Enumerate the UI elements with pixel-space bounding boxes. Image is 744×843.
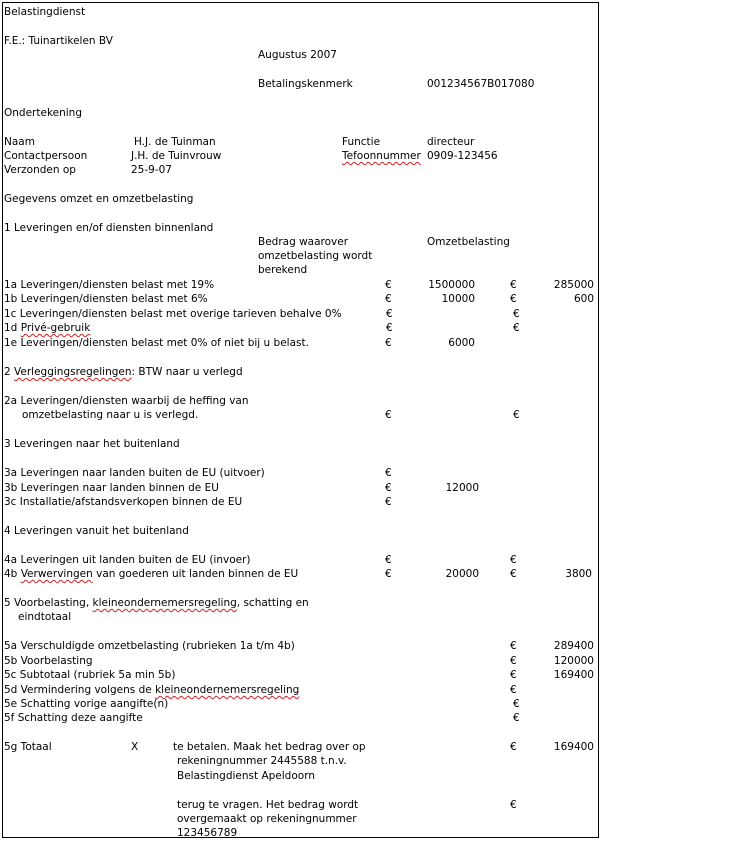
row-5b-label: 5b Voorbelasting [4, 655, 93, 667]
row-5e-label: 5e Schatting vorige aangifte(n) [4, 698, 169, 710]
row-4a-label: 4a Leveringen uit landen buiten de EU (invoer) [4, 554, 251, 566]
row-5g-total: 169400 [553, 741, 594, 753]
euro-sign: € [513, 698, 520, 710]
name-value: H.J. de Tuinman [134, 136, 216, 148]
euro-sign: € [510, 279, 517, 291]
s1-col-tax: Omzetbelasting [427, 236, 510, 248]
refund-text: 123456789 [177, 827, 238, 839]
euro-sign: € [510, 741, 517, 753]
period: Augustus 2007 [258, 49, 337, 61]
contact-label: Contactpersoon [4, 150, 88, 162]
euro-sign: € [513, 712, 520, 724]
euro-sign: € [385, 293, 392, 305]
s5-title: eindtotaal [18, 611, 72, 623]
euro-sign: € [513, 409, 520, 421]
row-1a-amount: 1500000 [428, 279, 475, 291]
section-title: Gegevens omzet en omzetbelasting [4, 193, 194, 205]
row-1e-amount: 6000 [448, 337, 475, 349]
phone-value: 0909-123456 [427, 150, 498, 162]
s1-title: 1 Leveringen en/of diensten binnenland [4, 222, 214, 234]
euro-sign: € [510, 799, 517, 811]
row-4b-tax: 3800 [565, 568, 592, 580]
euro-sign: € [513, 322, 520, 334]
s1-col-amount: omzetbelasting wordt [258, 250, 373, 262]
sent-label: Verzonden op [4, 164, 76, 176]
tax-return-form [2, 2, 599, 838]
euro-sign: € [385, 482, 392, 494]
row-1b-amount: 10000 [441, 293, 475, 305]
payment-reference-value: 001234567B017080 [427, 78, 535, 90]
euro-sign: € [385, 409, 392, 421]
euro-sign: € [513, 308, 520, 320]
euro-sign: € [385, 337, 392, 349]
sent-value: 25-9-07 [131, 164, 172, 176]
row-5b-tax: 120000 [553, 655, 594, 667]
refund-text: overgemaakt op rekeningnummer [177, 813, 357, 825]
euro-sign: € [510, 293, 517, 305]
phone-label: Tefoonnummer [342, 150, 421, 162]
euro-sign: € [510, 640, 517, 652]
fiscal-entity: F.E.: Tuinartikelen BV [4, 35, 113, 47]
row-3a-label: 3a Leveringen naar landen buiten de EU (uitvoer) [4, 467, 265, 479]
row-1e-label: 1e Leveringen/diensten belast met 0% of niet bij u belast. [4, 337, 309, 349]
s1-col-amount: Bedrag waarover [258, 236, 349, 248]
s3-title: 3 Leveringen naar het buitenland [4, 438, 180, 450]
euro-sign: € [510, 554, 517, 566]
row-5c-label: 5c Subtotaal (rubriek 5a min 5b) [4, 669, 176, 681]
pay-text: Belastingdienst Apeldoorn [177, 770, 315, 782]
euro-sign: € [385, 568, 392, 580]
row-1a-label: 1a Leveringen/diensten belast met 19% [4, 279, 215, 291]
euro-sign: € [385, 496, 392, 508]
s4-title: 4 Leveringen vanuit het buitenland [4, 525, 189, 537]
row-4b-label: 4b Verwervingen van goederen uit landen binnen de EU [4, 568, 299, 580]
name-label: Naam [4, 136, 35, 148]
row-1a-tax: 285000 [553, 279, 594, 291]
function-value: directeur [427, 136, 475, 148]
row-3c-label: 3c Installatie/afstandsverkopen binnen de EU [4, 496, 243, 508]
row-5a-label: 5a Verschuldigde omzetbelasting (rubrieken 1a t/m 4b) [4, 640, 295, 652]
row-1d-label: 1d Privé-gebruik [4, 322, 91, 334]
row-2a-label: omzetbelasting naar u is verlegd. [22, 409, 199, 421]
s1-col-amount: berekend [258, 264, 308, 276]
row-5f-label: 5f Schatting deze aangifte [4, 712, 143, 724]
row-5c-tax: 169400 [553, 669, 594, 681]
pay-checkbox-mark: X [131, 741, 139, 753]
org-name: Belastingdienst [4, 6, 86, 18]
euro-sign: € [510, 684, 517, 696]
function-label: Functie [342, 136, 381, 148]
row-1b-tax: 600 [573, 293, 594, 305]
row-2a-label: 2a Leveringen/diensten waarbij de heffing van [4, 395, 249, 407]
s5-title: 5 Voorbelasting, kleineondernemersregeling, schatting en [4, 597, 309, 609]
signature-title: Ondertekening [4, 107, 82, 119]
row-3b-label: 3b Leveringen naar landen binnen de EU [4, 482, 219, 494]
euro-sign: € [385, 554, 392, 566]
contact-value: J.H. de Tuinvrouw [131, 150, 222, 162]
pay-text: te betalen. Maak het bedrag over op [173, 741, 366, 753]
euro-sign: € [386, 308, 393, 320]
row-3b-amount: 12000 [445, 482, 479, 494]
euro-sign: € [385, 467, 392, 479]
pay-text: rekeningnummer 2445588 t.n.v. [177, 755, 347, 767]
refund-text: terug te vragen. Het bedrag wordt [177, 799, 359, 811]
s2-title: 2 Verleggingsregelingen: BTW naar u verlegd [4, 366, 243, 378]
row-5g-label: 5g Totaal [4, 741, 52, 753]
row-1c-label: 1c Leveringen/diensten belast met overige tarieven behalve 0% [4, 308, 342, 320]
euro-sign: € [385, 279, 392, 291]
row-4b-amount: 20000 [445, 568, 479, 580]
payment-reference-label: Betalingskenmerk [258, 78, 353, 90]
euro-sign: € [386, 322, 393, 334]
euro-sign: € [510, 669, 517, 681]
euro-sign: € [510, 568, 517, 580]
row-1b-label: 1b Leveringen/diensten belast met 6% [4, 293, 208, 305]
row-5a-tax: 289400 [553, 640, 594, 652]
row-5d-label: 5d Vermindering volgens de kleineondernemersregeling [4, 684, 300, 696]
euro-sign: € [510, 655, 517, 667]
